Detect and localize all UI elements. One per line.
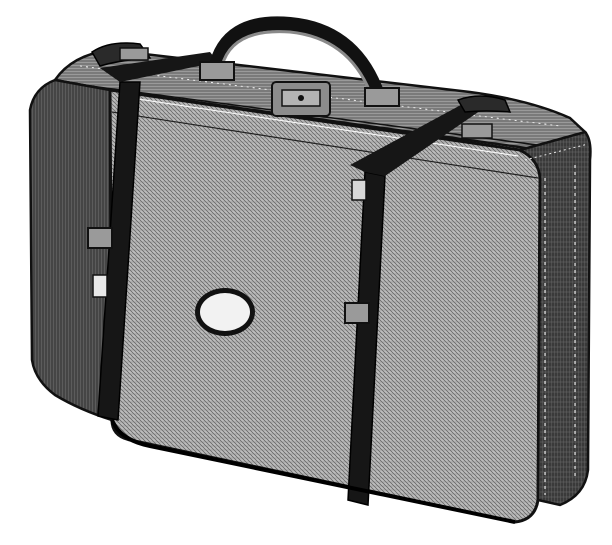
suitcase-front-face xyxy=(110,90,540,522)
handle-mount-right xyxy=(365,88,399,106)
handle-mount-left xyxy=(200,62,234,80)
right-corner-bumper xyxy=(458,96,510,112)
right-top-clasp xyxy=(462,124,492,138)
right-strap-buckle xyxy=(345,303,369,323)
left-top-clasp xyxy=(120,48,148,60)
lock-latch xyxy=(272,82,330,116)
right-strap-keeper xyxy=(352,180,366,200)
left-strap-buckle xyxy=(88,228,112,248)
suitcase-left-end xyxy=(30,80,112,420)
name-label-plate xyxy=(195,288,255,336)
left-strap-keeper xyxy=(93,275,107,297)
